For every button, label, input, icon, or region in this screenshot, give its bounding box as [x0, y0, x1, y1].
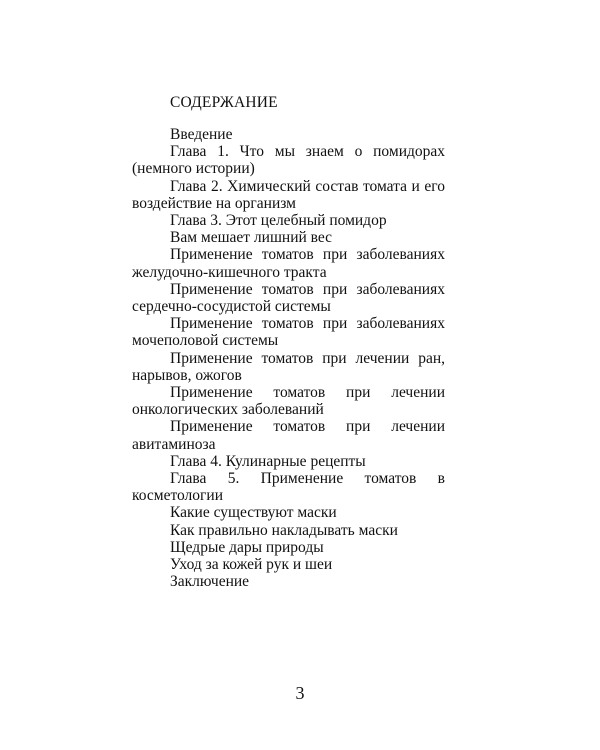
page-number: 3: [295, 683, 305, 703]
toc-entry-nature-gifts: Щедрые дары природы: [170, 538, 324, 556]
toc-entry-gastrointestinal: Применение томатов при заболеваниях желудочно-кишечного тракта: [132, 246, 445, 281]
toc-entry-wounds-burns: Применение томатов при лечении ран, нарывов, ожогов: [132, 349, 445, 384]
toc-entry-chapter-1: Глава 1. Что мы знаем о помидорах (немного истории): [132, 143, 445, 178]
contents-heading: СОДЕРЖАНИЕ: [170, 94, 278, 111]
toc-entry-chapter-3: Глава 3. Этот целебный помидор: [170, 212, 387, 230]
toc-entry-introduction: Введение: [170, 126, 233, 143]
toc-entry-conclusion: Заключение: [170, 573, 250, 591]
toc-entry-applying-masks: Как правильно накладывать маски: [170, 521, 398, 539]
toc-entry-cardiovascular: Применение томатов при заболеваниях сердечно-сосудистой системы: [132, 280, 445, 316]
toc-entry-hands-neck-care: Уход за кожей рук и шеи: [170, 556, 333, 574]
toc-entry-chapter-5: Глава 5. Применение томатов в косметологии: [132, 470, 445, 505]
toc-entry-mask-types: Какие существуют маски: [170, 504, 337, 522]
toc-entry-excess-weight: Вам мешает лишний вес: [170, 229, 333, 247]
toc-entry-genitourinary: Применение томатов при заболеваниях мочеполовой системы: [132, 315, 445, 350]
toc-entry-chapter-4: Глава 4. Кулинарные рецепты: [170, 452, 366, 470]
toc-entry-oncology: Применение томатов при лечении онкологических заболеваний: [132, 384, 445, 419]
toc-entry-avitaminosis: Применение томатов при лечении авитаминоза: [132, 418, 445, 453]
table-of-contents: [132, 126, 445, 590]
toc-entry-chapter-2: Глава 2. Химический состав томата и его воздействие на организм: [132, 177, 445, 212]
